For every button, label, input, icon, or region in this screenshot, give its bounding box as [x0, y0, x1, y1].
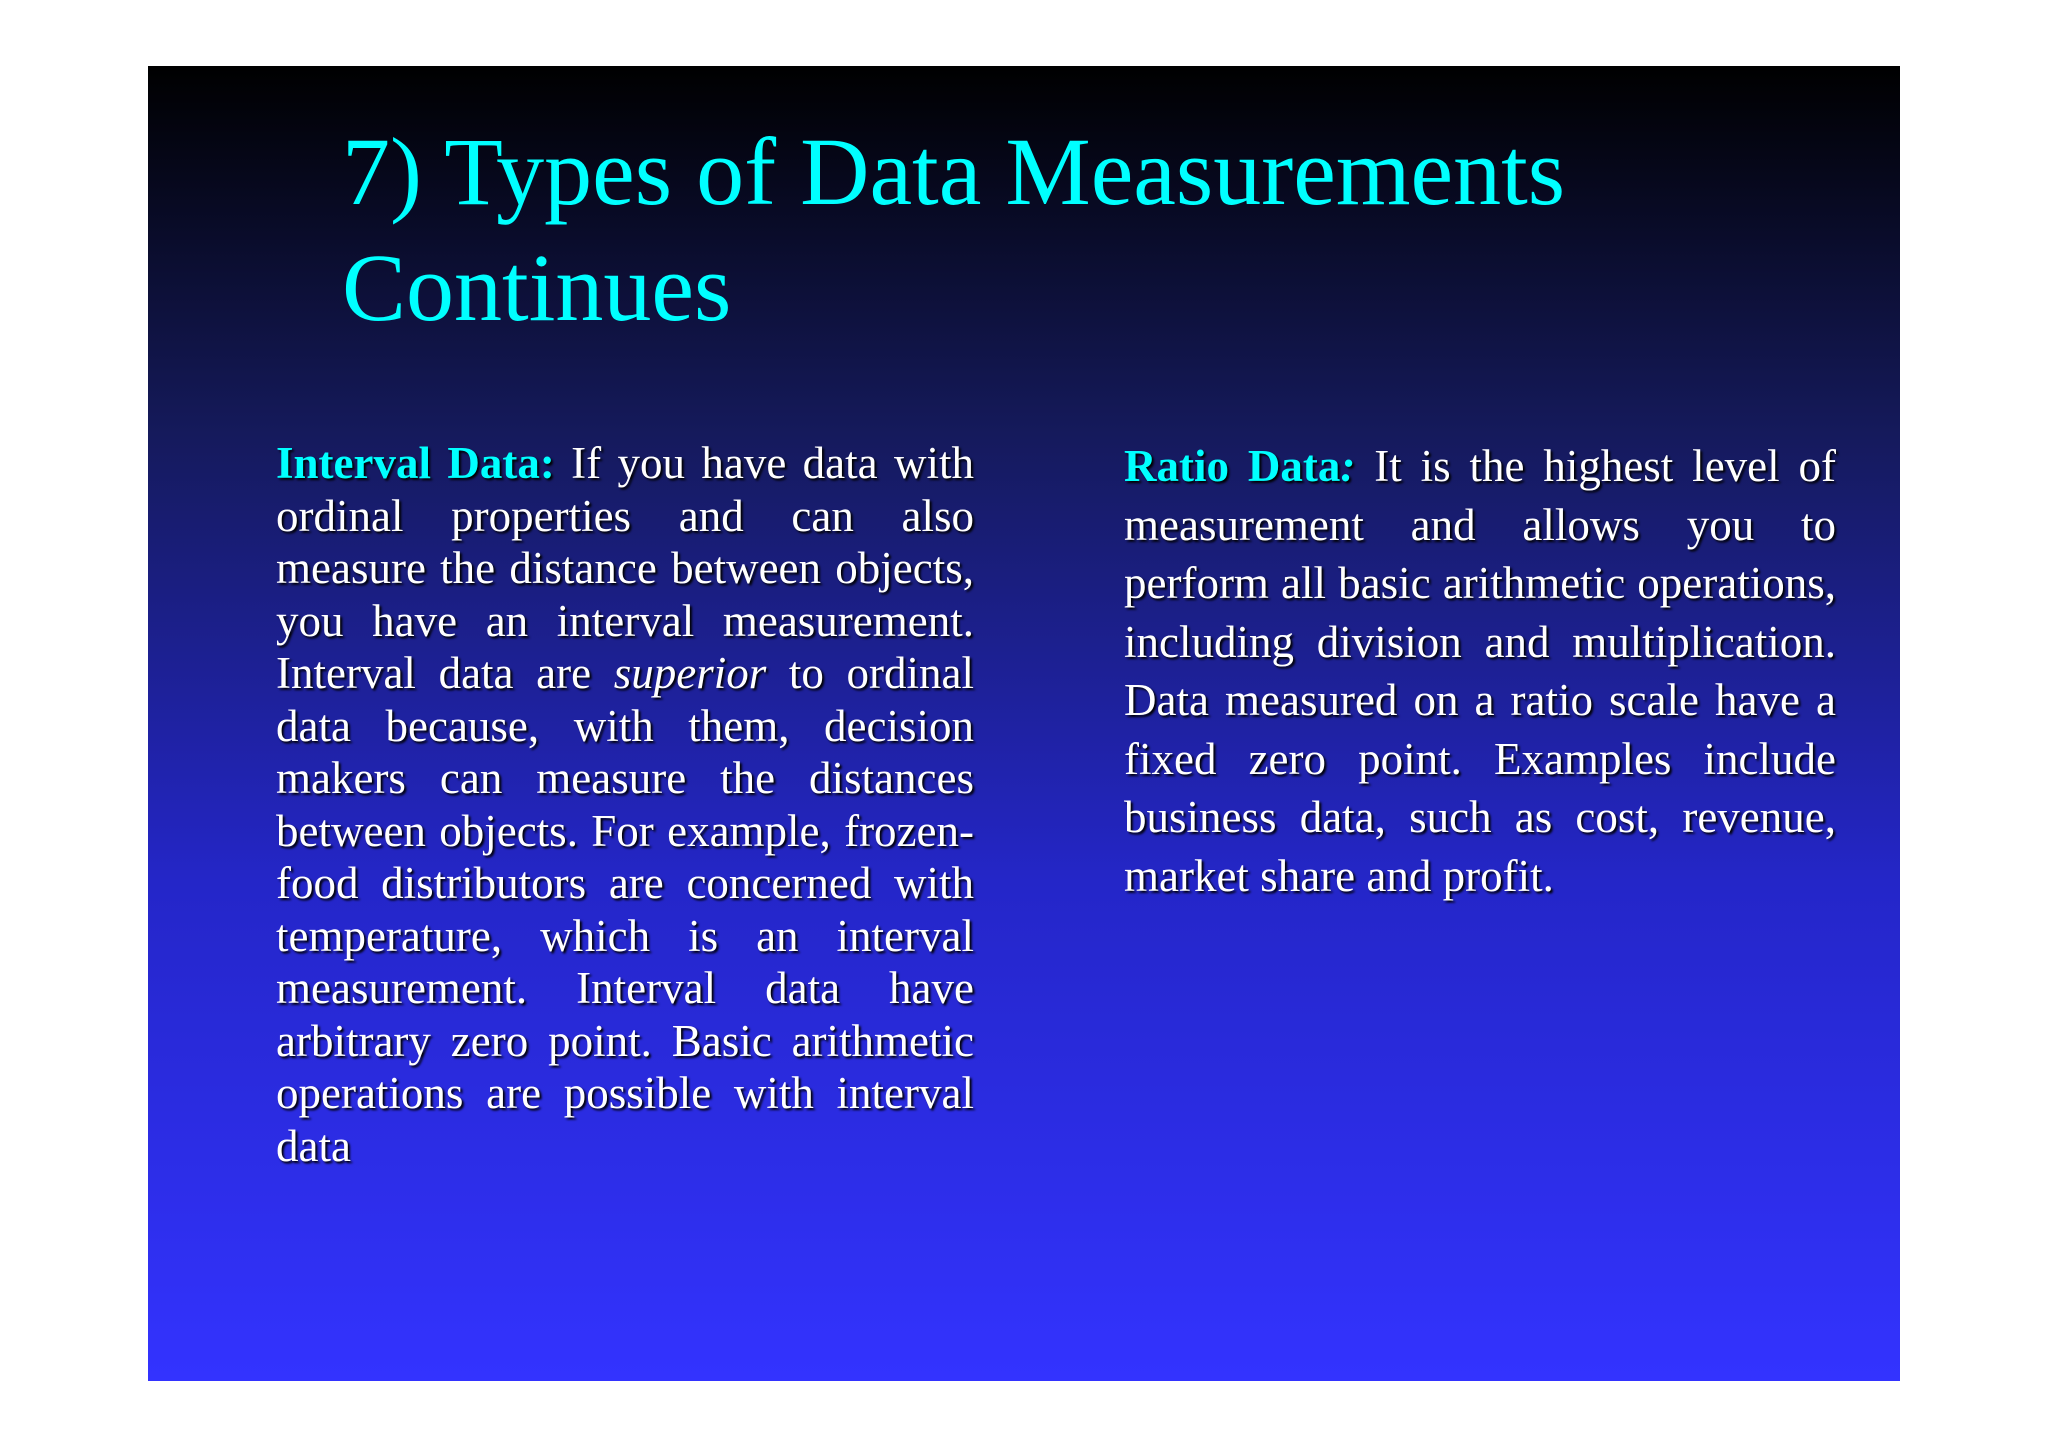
interval-data-text-1: If you have data with ordinal properties and can also measure the distance between objects, you have an interval measurement. Interval data are: [276, 438, 974, 698]
ratio-data-text: It is the highest level of measurement and allows you to perform all basic arithmetic operations, including division and multiplication. Data measured on a ratio scale have a fixed zero point. Examples include business data, such as cost, revenue, market share and profit.: [1124, 441, 1836, 901]
interval-data-text-2: to ordinal data because, with them, decision makers can measure the distances between objects. For example, frozen-food distributors are concerned with temperature, which is an interval measurement. Interval data have arbitrary zero point. Basic arithmetic operations are possible with interval data: [276, 648, 974, 1171]
slide-title-line-1: 7) Types of Data Measurements: [342, 118, 1566, 225]
slide: [148, 66, 1900, 1381]
ratio-data-term: Ratio Data: [1124, 441, 1341, 491]
interval-data-term: Interval Data:: [276, 438, 555, 488]
interval-data-paragraph: [276, 437, 974, 1172]
slide-title-line-2: Continues: [342, 234, 732, 341]
ratio-data-term-colon: :: [1340, 441, 1356, 491]
ratio-data-paragraph: [1124, 437, 1836, 905]
interval-data-italic-word: superior: [613, 648, 767, 698]
slide-title: [342, 114, 1842, 346]
